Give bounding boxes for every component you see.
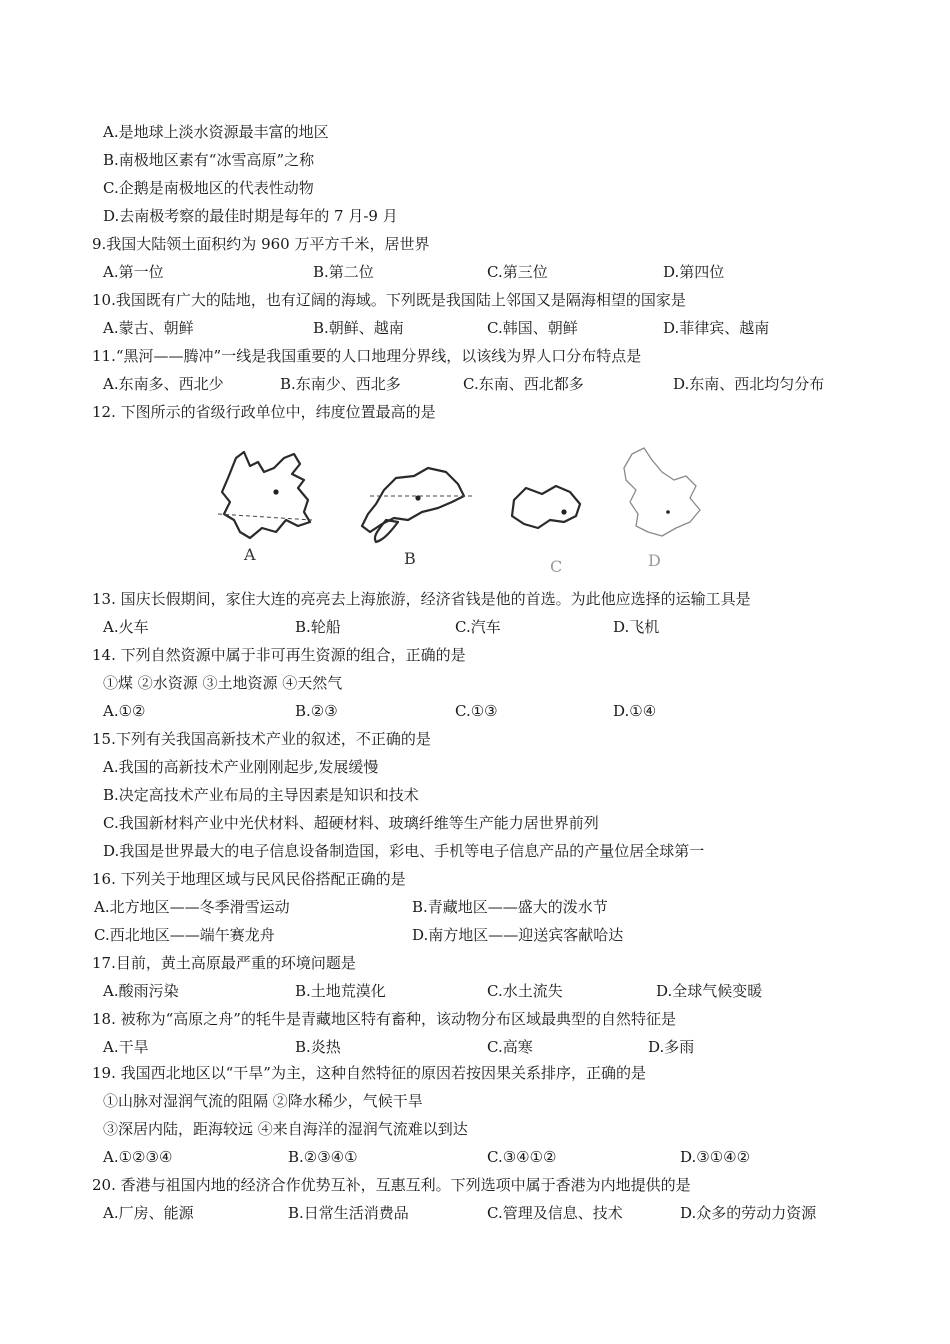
map-label-c: C bbox=[550, 557, 563, 576]
q18-option-c: C.高寒 bbox=[487, 1038, 533, 1056]
q15-option-d: D.我国是世界最大的电子信息设备制造国，彩电、手机等电子信息产品的产量位居全球第一 bbox=[103, 842, 705, 860]
q8-option-d: D.去南极考察的最佳时期是每年的 7 月-9 月 bbox=[103, 207, 398, 225]
q11-option-c: C.东南、西北都多 bbox=[463, 375, 584, 393]
q14-items: ①煤 ②水资源 ③土地资源 ④天然气 bbox=[103, 674, 343, 692]
q16-option-a: A.北方地区——冬季滑雪运动 bbox=[94, 898, 290, 916]
q17-option-c: C.水土流失 bbox=[487, 982, 563, 1000]
q10-stem: 10.我国既有广大的陆地，也有辽阔的海域。下列既是我国陆上邻国又是隔海相望的国家是 bbox=[92, 291, 686, 309]
province-outline-a bbox=[218, 452, 312, 564]
map-label-a: A bbox=[244, 545, 256, 564]
q9-option-b: B.第二位 bbox=[313, 263, 374, 281]
q8-option-b: B.南极地区素有“冰雪高原”之称 bbox=[103, 151, 315, 169]
q19-option-a: A.①②③④ bbox=[103, 1148, 173, 1166]
q19-stem: 19. 我国西北地区以“干旱”为主，这种自然特征的原因若按因果关系排序，正确的是 bbox=[92, 1064, 646, 1082]
q17-option-b: B.土地荒漠化 bbox=[295, 982, 386, 1000]
q16-stem: 16. 下列关于地理区域与民风民俗搭配正确的是 bbox=[92, 870, 406, 888]
q16-option-c: C.西北地区——端午赛龙舟 bbox=[94, 926, 275, 944]
q19-option-d: D.③①④② bbox=[680, 1148, 751, 1166]
q19-option-b: B.②③④① bbox=[288, 1148, 358, 1166]
q17-option-a: A.酸雨污染 bbox=[103, 982, 179, 1000]
q15-option-a: A.我国的高新技术产业刚刚起步,发展缓慢 bbox=[103, 758, 379, 776]
q13-option-c: C.汽车 bbox=[455, 618, 501, 636]
q15-option-c: C.我国新材料产业中光伏材料、超硬材料、玻璃纤维等生产能力居世界前列 bbox=[103, 814, 599, 832]
q17-option-d: D.全球气候变暖 bbox=[656, 982, 763, 1000]
q14-option-b: B.②③ bbox=[295, 702, 338, 720]
q11-option-d: D.东南、西北均匀分布 bbox=[673, 375, 825, 393]
q17-stem: 17.目前，黄土高原最严重的环境问题是 bbox=[92, 954, 356, 972]
province-outline-c bbox=[512, 486, 580, 576]
q20-option-a: A.厂房、能源 bbox=[103, 1204, 194, 1222]
map-label-b: B bbox=[404, 549, 416, 568]
q11-option-b: B.东南少、西北多 bbox=[280, 375, 401, 393]
q20-stem: 20. 香港与祖国内地的经济合作优势互补，互惠互利。下列选项中属于香港为内地提供的是 bbox=[92, 1176, 691, 1194]
q13-stem: 13. 国庆长假期间，家住大连的亮亮去上海旅游，经济省钱是他的首选。为此他应选择的运输工具是 bbox=[92, 590, 751, 608]
q18-option-d: D.多雨 bbox=[648, 1038, 695, 1056]
q10-option-b: B.朝鲜、越南 bbox=[313, 319, 404, 337]
q14-stem: 14. 下列自然资源中属于非可再生资源的组合，正确的是 bbox=[92, 646, 466, 664]
q16-option-d: D.南方地区——迎送宾客献哈达 bbox=[412, 926, 624, 944]
q9-option-a: A.第一位 bbox=[103, 263, 164, 281]
q9-option-c: C.第三位 bbox=[487, 263, 548, 281]
province-outline-b bbox=[362, 468, 472, 568]
q13-option-d: D.飞机 bbox=[613, 618, 660, 636]
q18-stem: 18. 被称为“高原之舟”的牦牛是青藏地区特有畜种，该动物分布区域最典型的自然特征是 bbox=[92, 1010, 676, 1028]
q13-option-b: B.轮船 bbox=[295, 618, 341, 636]
q8-option-c: C.企鹅是南极地区的代表性动物 bbox=[103, 179, 314, 197]
q12-stem: 12. 下图所示的省级行政单位中，纬度位置最高的是 bbox=[92, 403, 436, 421]
q11-option-a: A.东南多、西北少 bbox=[103, 375, 224, 393]
q19-option-c: C.③④①② bbox=[487, 1148, 557, 1166]
province-outline-d bbox=[624, 448, 700, 570]
q11-stem: 11.“黑河——腾冲”一线是我国重要的人口地理分界线，以该线为界人口分布特点是 bbox=[92, 347, 642, 365]
q15-stem: 15.下列有关我国高新技术产业的叙述，不正确的是 bbox=[92, 730, 431, 748]
q9-option-d: D.第四位 bbox=[663, 263, 725, 281]
q18-option-a: A.干旱 bbox=[103, 1038, 149, 1056]
q13-option-a: A.火车 bbox=[103, 618, 149, 636]
q9-stem: 9.我国大陆领土面积约为 960 万平方千米，居世界 bbox=[92, 235, 430, 253]
q14-option-d: D.①④ bbox=[613, 702, 657, 720]
province-outline-figure bbox=[200, 428, 760, 580]
q10-option-a: A.蒙古、朝鲜 bbox=[103, 319, 194, 337]
q19-items-line-1: ①山脉对湿润气流的阻隔 ②降水稀少，气候干旱 bbox=[103, 1092, 423, 1110]
q20-option-b: B.日常生活消费品 bbox=[288, 1204, 409, 1222]
map-label-d: D bbox=[648, 551, 661, 570]
q20-option-c: C.管理及信息、技术 bbox=[487, 1204, 623, 1222]
q18-option-b: B.炎热 bbox=[295, 1038, 341, 1056]
q14-option-a: A.①② bbox=[103, 702, 146, 720]
q10-option-d: D.菲律宾、越南 bbox=[663, 319, 770, 337]
q15-option-b: B.决定高技术产业布局的主导因素是知识和技术 bbox=[103, 786, 419, 804]
q19-items-line-2: ③深居内陆，距海较远 ④来自海洋的湿润气流难以到达 bbox=[103, 1120, 468, 1138]
q16-option-b: B.青藏地区——盛大的泼水节 bbox=[412, 898, 608, 916]
q10-option-c: C.韩国、朝鲜 bbox=[487, 319, 578, 337]
q20-option-d: D.众多的劳动力资源 bbox=[680, 1204, 817, 1222]
q8-option-a: A.是地球上淡水资源最丰富的地区 bbox=[103, 123, 329, 141]
q14-option-c: C.①③ bbox=[455, 702, 498, 720]
